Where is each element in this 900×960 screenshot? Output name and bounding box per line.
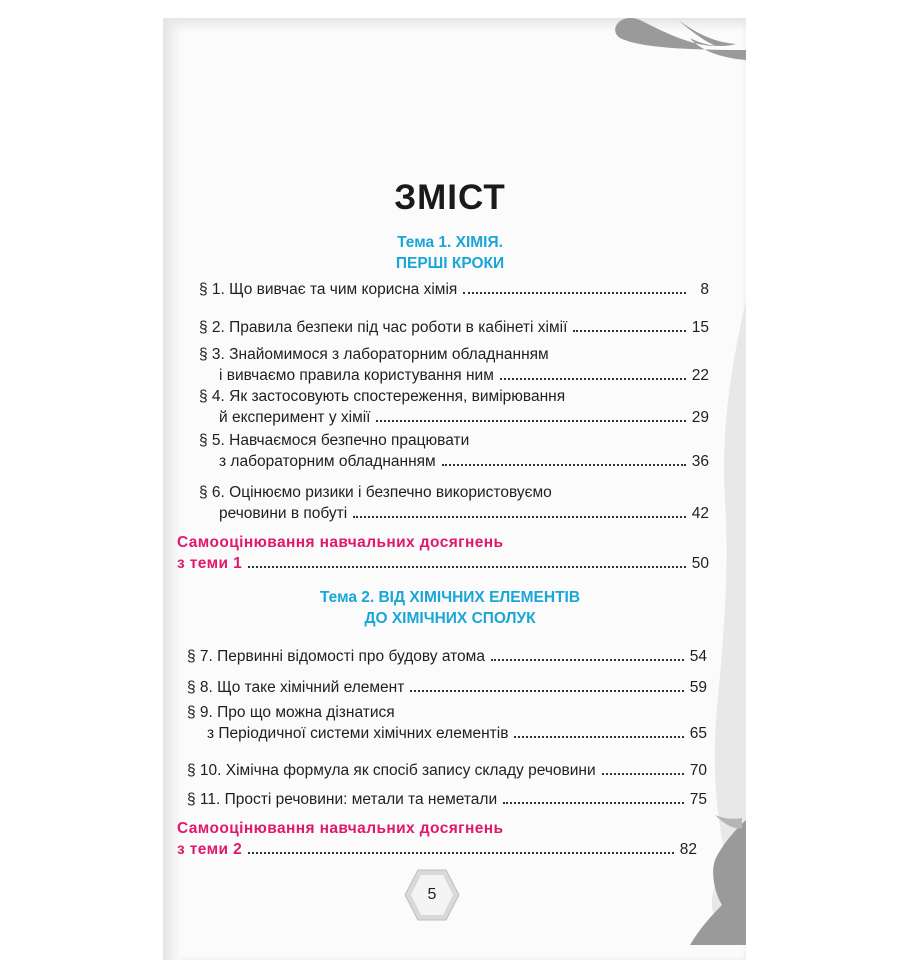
toc-page-number: 70 bbox=[689, 762, 707, 779]
leader-dots bbox=[500, 378, 686, 380]
toc-page-number: 82 bbox=[679, 841, 697, 858]
leader-dots bbox=[410, 690, 684, 692]
contents-title: ЗМІСТ bbox=[394, 178, 506, 217]
toc-entry-title-cont: і вивчаємо правила користування ним bbox=[219, 367, 494, 384]
toc-entry-9[interactable] bbox=[187, 702, 707, 744]
leader-dots bbox=[376, 420, 686, 422]
toc-entry-2[interactable] bbox=[199, 317, 709, 338]
toc-entry-title: § 1. Що вивчає та чим корисна хімія bbox=[199, 281, 458, 298]
page-number: 5 bbox=[427, 886, 437, 903]
toc-page-number: 59 bbox=[689, 679, 707, 696]
self-assessment-title: Самооцінювання навчальних досягнень bbox=[177, 820, 504, 837]
toc-page-number: 22 bbox=[691, 367, 709, 384]
leader-dots bbox=[248, 852, 674, 854]
toc-page-number: 75 bbox=[689, 791, 707, 808]
toc-entry-10[interactable] bbox=[187, 760, 707, 781]
toc-entry-title-cont: й експеримент у хімії bbox=[219, 409, 371, 426]
self-assessment-title-cont: з теми 2 bbox=[177, 841, 243, 858]
toc-entry-3[interactable] bbox=[199, 344, 709, 386]
leader-dots bbox=[463, 292, 686, 294]
toc-entry-title-cont: речовини в побуті bbox=[219, 505, 348, 522]
toc-page-number: 29 bbox=[691, 409, 709, 426]
toc-entry-title-cont: з лабораторним обладнанням bbox=[219, 453, 436, 470]
self-assessment-title: Самооцінювання навчальних досягнень bbox=[177, 534, 504, 551]
self-assessment-2[interactable] bbox=[177, 818, 697, 860]
toc-page-number: 42 bbox=[691, 505, 709, 522]
toc-entry-4[interactable] bbox=[199, 386, 709, 428]
self-assessment-title-cont: з теми 1 bbox=[177, 555, 243, 572]
toc-entry-title-cont: з Періодичної системи хімічних елементів bbox=[207, 725, 509, 742]
toc-entry-title: § 6. Оцінюємо ризики і безпечно використовуємо bbox=[199, 484, 552, 501]
toc-entry-title: § 2. Правила безпеки під час роботи в кабінеті хімії bbox=[199, 319, 568, 336]
toc-entry-title: § 9. Про що можна дізнатися bbox=[187, 704, 395, 721]
toc-entry-11[interactable] bbox=[187, 789, 707, 810]
toc-entry-title: § 11. Прості речовини: метали та неметали bbox=[187, 791, 498, 808]
toc-entry-title: § 3. Знайомимося з лабораторним обладнанням bbox=[199, 346, 549, 363]
leader-dots bbox=[573, 330, 686, 332]
leader-dots bbox=[248, 566, 686, 568]
toc-entry-title: § 4. Як застосовують спостереження, вимірювання bbox=[199, 388, 566, 405]
toc-page-number: 65 bbox=[689, 725, 707, 742]
leader-dots bbox=[602, 773, 684, 775]
toc-entry-title: § 10. Хімічна формула як спосіб запису складу речовини bbox=[187, 762, 596, 779]
leader-dots bbox=[514, 736, 684, 738]
topic-1-heading-line-2: ПЕРШІ КРОКИ bbox=[395, 255, 505, 272]
leader-dots bbox=[503, 802, 684, 804]
toc-entry-6[interactable] bbox=[199, 482, 709, 524]
toc-entry-title: § 5. Навчаємося безпечно працювати bbox=[199, 432, 470, 449]
toc-page-number: 15 bbox=[691, 319, 709, 336]
topic-2-heading bbox=[0, 587, 900, 629]
toc-entry-1[interactable] bbox=[199, 279, 709, 300]
toc-entry-5[interactable] bbox=[199, 430, 709, 472]
toc-entry-7[interactable] bbox=[187, 646, 707, 667]
self-assessment-1[interactable] bbox=[177, 532, 709, 574]
topic-2-heading-line-1: Тема 2. ВІД ХІМІЧНИХ ЕЛЕМЕНТІВ bbox=[319, 589, 581, 606]
leader-dots bbox=[442, 464, 686, 466]
topic-2-heading-line-2: ДО ХІМІЧНИХ СПОЛУК bbox=[364, 610, 536, 627]
toc-page-number: 54 bbox=[689, 648, 707, 665]
toc-page-number: 8 bbox=[700, 281, 709, 298]
toc-page-number: 50 bbox=[691, 555, 709, 572]
toc-entry-8[interactable] bbox=[187, 677, 707, 698]
toc-entry-title: § 7. Первинні відомості про будову атома bbox=[187, 648, 485, 665]
toc-entry-title: § 8. Що таке хімічний елемент bbox=[187, 679, 405, 696]
topic-1-heading-line-1: Тема 1. ХІМІЯ. bbox=[397, 234, 503, 251]
toc-page-number: 36 bbox=[691, 453, 709, 470]
topic-1-heading bbox=[0, 232, 900, 274]
leader-dots bbox=[353, 516, 686, 518]
leader-dots bbox=[491, 659, 684, 661]
